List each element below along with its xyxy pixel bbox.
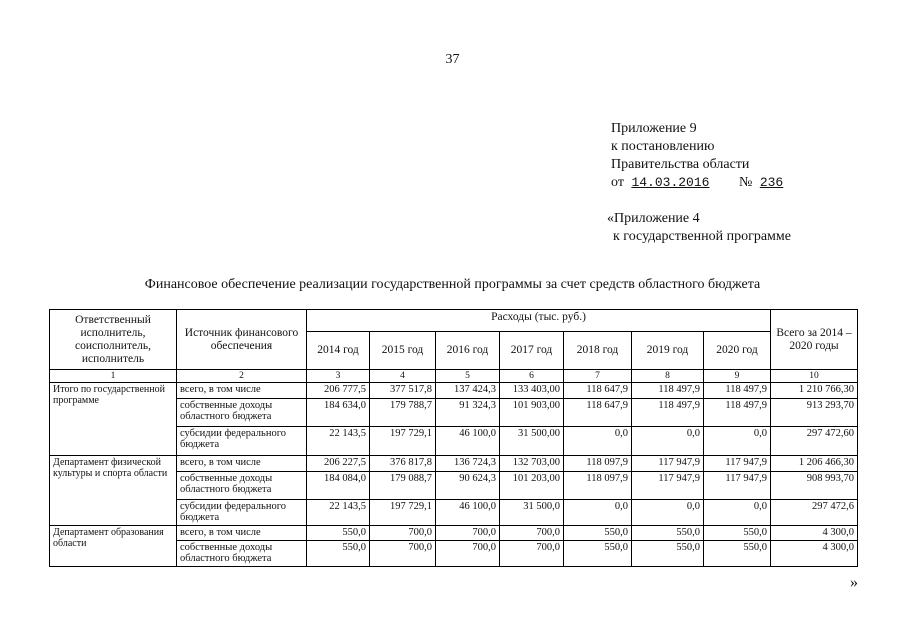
year-value-cell: 118 497,9 [632,383,704,399]
column-index: 2 [177,370,307,383]
total-value-cell: 908 993,70 [771,472,858,500]
total-value-cell: 4 300,0 [771,541,858,567]
year-value-cell: 90 624,3 [436,472,500,500]
executor-cell: Департамент образования области [50,526,177,567]
column-index: 7 [564,370,632,383]
year-value-cell: 117 947,9 [704,456,771,472]
year-value-cell: 206 777,5 [307,383,370,399]
number-prefix: № [738,175,753,190]
year-value-cell: 118 097,9 [564,456,632,472]
source-cell: всего, в том числе [177,456,307,472]
year-value-cell: 46 100,0 [436,500,500,526]
year-value-cell: 197 729,1 [370,500,436,526]
year-value-cell: 101 203,00 [500,472,564,500]
year-value-cell: 137 424,3 [436,383,500,399]
year-value-cell: 0,0 [564,427,632,456]
column-index-row [50,370,858,383]
year-value-cell: 0,0 [632,427,704,456]
year-value-cell: 118 647,9 [564,383,632,399]
year-value-cell: 184 084,0 [307,472,370,500]
resolution-date: 14.03.2016 [631,175,710,190]
header-year: 2020 год [704,332,771,370]
year-value-cell: 31 500,0 [500,500,564,526]
source-cell: собственные доходы областного бюджета [177,472,307,500]
header-year: 2017 год [500,332,564,370]
year-value-cell: 550,0 [307,526,370,541]
year-value-cell: 117 947,9 [704,472,771,500]
year-value-cell: 22 143,5 [307,500,370,526]
total-value-cell: 4 300,0 [771,526,858,541]
executor-cell: Итого по государственной программе [50,383,177,456]
year-value-cell: 550,0 [564,526,632,541]
year-value-cell: 101 903,00 [500,399,564,427]
total-value-cell: 297 472,6 [771,500,858,526]
appendix-government: Правительства области [611,157,750,172]
column-index: 5 [436,370,500,383]
source-cell: субсидии федерального бюджета [177,427,307,456]
source-cell: всего, в том числе [177,526,307,541]
year-value-cell: 700,0 [370,526,436,541]
year-value-cell: 46 100,0 [436,427,500,456]
year-value-cell: 22 143,5 [307,427,370,456]
table-row [50,526,858,541]
year-value-cell: 179 788,7 [370,399,436,427]
appendix-title: Приложение 9 [611,121,697,136]
source-cell: субсидии федерального бюджета [177,500,307,526]
total-value-cell: 913 293,70 [771,399,858,427]
header-year: 2019 год [632,332,704,370]
appendix-quote-program: к государственной программе [613,229,791,244]
year-value-cell: 118 497,9 [704,399,771,427]
closing-quote: » [850,574,858,591]
source-cell: собственные доходы областного бюджета [177,399,307,427]
total-value-cell: 1 206 466,30 [771,456,858,472]
source-cell: собственные доходы областного бюджета [177,541,307,567]
document-title: Финансовое обеспечение реализации государственной программы за счет средств областного бюджета [144,277,761,292]
page-number: 37 [445,52,460,67]
appendix-date-line [611,174,787,192]
year-value-cell: 118 497,9 [632,399,704,427]
year-value-cell: 550,0 [632,526,704,541]
column-index: 10 [771,370,858,383]
year-value-cell: 197 729,1 [370,427,436,456]
header-year: 2016 год [436,332,500,370]
appendix-quote-title: «Приложение 4 [607,211,700,226]
year-value-cell: 133 403,00 [500,383,564,399]
appendix-quote [607,210,791,246]
year-value-cell: 0,0 [704,427,771,456]
header-source: Источник финансового обеспечения [177,310,307,370]
total-value-cell: 1 210 766,30 [771,383,858,399]
appendix-header [611,120,787,192]
year-value-cell: 132 703,00 [500,456,564,472]
column-index: 3 [307,370,370,383]
year-value-cell: 117 947,9 [632,472,704,500]
header-executor: Ответственный исполнитель, соисполнитель, исполнитель [50,310,177,370]
column-index: 9 [704,370,771,383]
year-value-cell: 700,0 [436,526,500,541]
year-value-cell: 117 947,9 [632,456,704,472]
year-value-cell: 0,0 [564,500,632,526]
year-value-cell: 700,0 [500,541,564,567]
finance-table [49,309,858,567]
year-value-cell: 550,0 [564,541,632,567]
year-value-cell: 91 324,3 [436,399,500,427]
header-year: 2014 год [307,332,370,370]
year-value-cell: 0,0 [632,500,704,526]
header-year: 2018 год [564,332,632,370]
year-value-cell: 206 227,5 [307,456,370,472]
table-row [50,456,858,472]
date-prefix: от [611,175,624,190]
year-value-cell: 700,0 [500,526,564,541]
year-value-cell: 700,0 [436,541,500,567]
source-cell: всего, в том числе [177,383,307,399]
year-value-cell: 550,0 [704,526,771,541]
year-value-cell: 118 647,9 [564,399,632,427]
year-value-cell: 184 634,0 [307,399,370,427]
column-index: 8 [632,370,704,383]
column-index: 6 [500,370,564,383]
header-year: 2015 год [370,332,436,370]
year-value-cell: 550,0 [632,541,704,567]
year-value-cell: 179 088,7 [370,472,436,500]
header-expenses: Расходы (тыс. руб.) [307,310,771,332]
table-body [50,383,858,567]
year-value-cell: 118 497,9 [704,383,771,399]
year-value-cell: 700,0 [370,541,436,567]
year-value-cell: 136 724,3 [436,456,500,472]
year-value-cell: 550,0 [307,541,370,567]
column-index: 4 [370,370,436,383]
column-index: 1 [50,370,177,383]
year-value-cell: 118 097,9 [564,472,632,500]
year-value-cell: 550,0 [704,541,771,567]
total-value-cell: 297 472,60 [771,427,858,456]
year-value-cell: 376 817,8 [370,456,436,472]
executor-cell: Департамент физической культуры и спорта области [50,456,177,526]
year-value-cell: 31 500,00 [500,427,564,456]
resolution-number: 236 [759,175,784,190]
year-value-cell: 0,0 [704,500,771,526]
appendix-resolution: к постановлению [611,139,715,154]
table-row [50,383,858,399]
header-total: Всего за 2014 – 2020 годы [771,310,858,370]
year-value-cell: 377 517,8 [370,383,436,399]
